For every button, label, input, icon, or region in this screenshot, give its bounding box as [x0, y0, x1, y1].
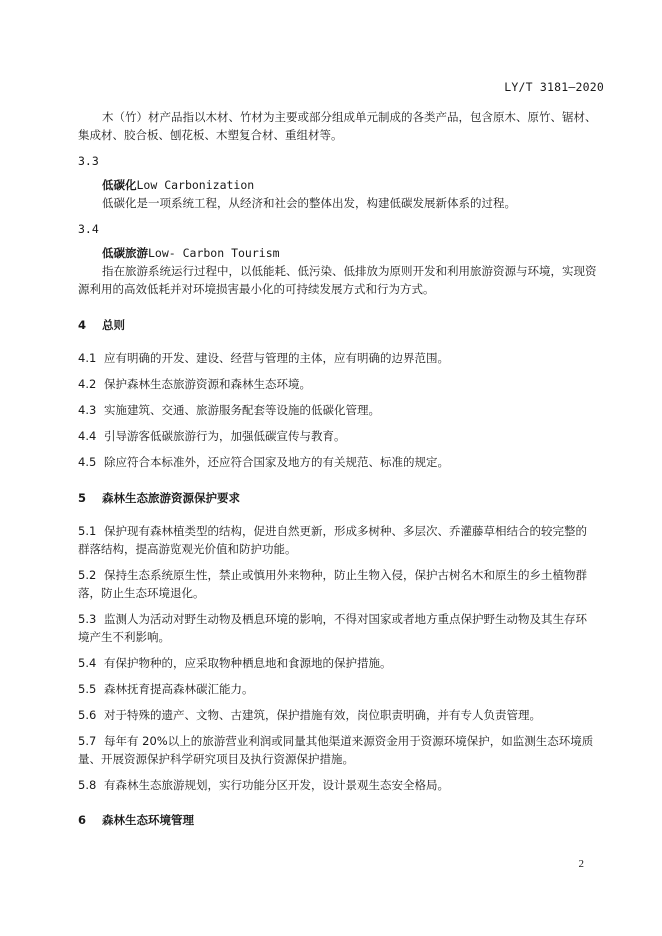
s5-item-text: 每年有 20%以上的旅游营业利润或同量其他渠道来源资金用于资源环境保护，如监测生态环境质 — [104, 734, 594, 748]
s4-item-number: 4.3 — [78, 403, 97, 417]
s4-item-text: 引导游客低碳旅游行为，加强低碳宣传与教育。 — [104, 429, 346, 443]
s4-item — [78, 402, 610, 418]
s4-item-number: 4.4 — [78, 429, 97, 443]
s5-item-number: 5.2 — [78, 568, 97, 582]
s4-number: 4 — [78, 318, 87, 332]
s4-title: 总则 — [102, 318, 125, 332]
s5-item-text: 森林抚育提高森林碳汇能力。 — [104, 682, 254, 696]
s5-item — [78, 707, 610, 723]
s4-item — [78, 350, 610, 366]
s3-2-body-line-2: 集成材、胶合板、刨花板、木塑复合材、重组材等。 — [78, 128, 343, 142]
s4-item-number: 4.2 — [78, 377, 97, 391]
s5-item-number: 5.1 — [78, 524, 97, 538]
s3-4-term-en: Low- Carbon Tourism — [148, 246, 280, 260]
s5-item-number: 5.8 — [78, 778, 97, 792]
s3-4-number: 3.4 — [78, 222, 99, 236]
s5-item-number: 5.6 — [78, 708, 97, 722]
s3-3-term-zh: 低碳化 — [102, 178, 137, 192]
s5-title: 森林生态旅游资源保护要求 — [102, 491, 240, 505]
s4-item-text: 保护森林生态旅游资源和森林生态环境。 — [104, 377, 311, 391]
s4-item — [78, 376, 610, 392]
s4-item — [78, 454, 610, 470]
s3-4-term — [102, 245, 610, 261]
s5-item-number: 5.4 — [78, 656, 97, 670]
s3-4-body-line-2: 源利用的高效低耗并对环境损害最小化的可持续发展方式和行为方式。 — [78, 282, 435, 296]
s5-number: 5 — [78, 491, 87, 505]
s4-item-number: 4.5 — [78, 455, 97, 469]
s6-heading — [78, 812, 610, 828]
s5-item-text: 保护现有森林植类型的结构，促进自然更新，形成多树种、多层次、乔灌藤草相结合的较完整的 — [104, 524, 587, 538]
s3-3-body: 低碳化是一项系统工程，从经济和社会的整体出发，构建低碳发展新体系的过程。 — [102, 196, 516, 210]
s5-item-text: 有保护物种的，应采取物种栖息地和食源地的保护措施。 — [104, 656, 392, 670]
s4-item-text: 除应符合本标准外，还应符合国家及地方的有关规范、标准的规定。 — [104, 455, 449, 469]
s5-item-text: 对于特殊的遗产、文物、古建筑，保护措施有效，岗位职责明确，并有专人负责管理。 — [104, 708, 541, 722]
s5-item-text: 监测人为活动对野生动物及栖息环境的影响，不得对国家或者地方重点保护野生动物及其生存环 — [104, 612, 587, 626]
s4-heading — [78, 317, 610, 333]
s5-item-continuation: 量、开展资源保护科学研究项目及执行资源保护措施。 — [78, 752, 354, 766]
s5-item-continuation: 落，防止生态环境退化。 — [78, 586, 205, 600]
s3-3-term — [102, 177, 610, 193]
s5-item — [78, 681, 610, 697]
s3-4-body-line-1: 指在旅游系统运行过程中，以低能耗、低污染、低排放为原则开发和利用旅游资源与环境，实现资 — [102, 264, 597, 278]
s5-item — [78, 567, 610, 583]
doc-id-header: LY/T 3181—2020 — [504, 80, 604, 94]
s6-number: 6 — [78, 813, 87, 827]
s5-item-number: 5.3 — [78, 612, 97, 626]
s4-item-text: 应有明确的开发、建设、经营与管理的主体，应有明确的边界范围。 — [104, 351, 449, 365]
s3-4-term-zh: 低碳旅游 — [102, 246, 148, 260]
s4-item — [78, 428, 610, 444]
s4-item-number: 4.1 — [78, 351, 97, 365]
s5-item — [78, 611, 610, 627]
page-number: 2 — [578, 858, 584, 870]
s5-item-continuation: 群落结构，提高游览观光价值和防护功能。 — [78, 542, 297, 556]
s3-3-term-en: Low Carbonization — [136, 178, 255, 192]
s6-title: 森林生态环境管理 — [102, 813, 194, 827]
s5-heading — [78, 490, 610, 506]
s5-item-text: 保持生态系统原生性，禁止或慎用外来物种，防止生物入侵，保护古树名木和原生的乡土植物群 — [104, 568, 587, 582]
s4-item-text: 实施建筑、交通、旅游服务配套等设施的低碳化管理。 — [104, 403, 380, 417]
s5-item-text: 有森林生态旅游规划，实行功能分区开发，设计景观生态安全格局。 — [104, 778, 449, 792]
s3-3-number: 3.3 — [78, 154, 99, 168]
s5-item — [78, 655, 610, 671]
s5-item — [78, 777, 610, 793]
s5-item-number: 5.5 — [78, 682, 97, 696]
s5-item — [78, 733, 610, 749]
s3-2-body-line-1: 木（竹）材产品指以木材、竹材为主要或部分组成单元制成的各类产品，包含原木、原竹、锯材、 — [102, 110, 597, 124]
s5-item-number: 5.7 — [78, 734, 97, 748]
s5-item-continuation: 境产生不利影响。 — [78, 630, 170, 644]
s5-item — [78, 523, 610, 539]
